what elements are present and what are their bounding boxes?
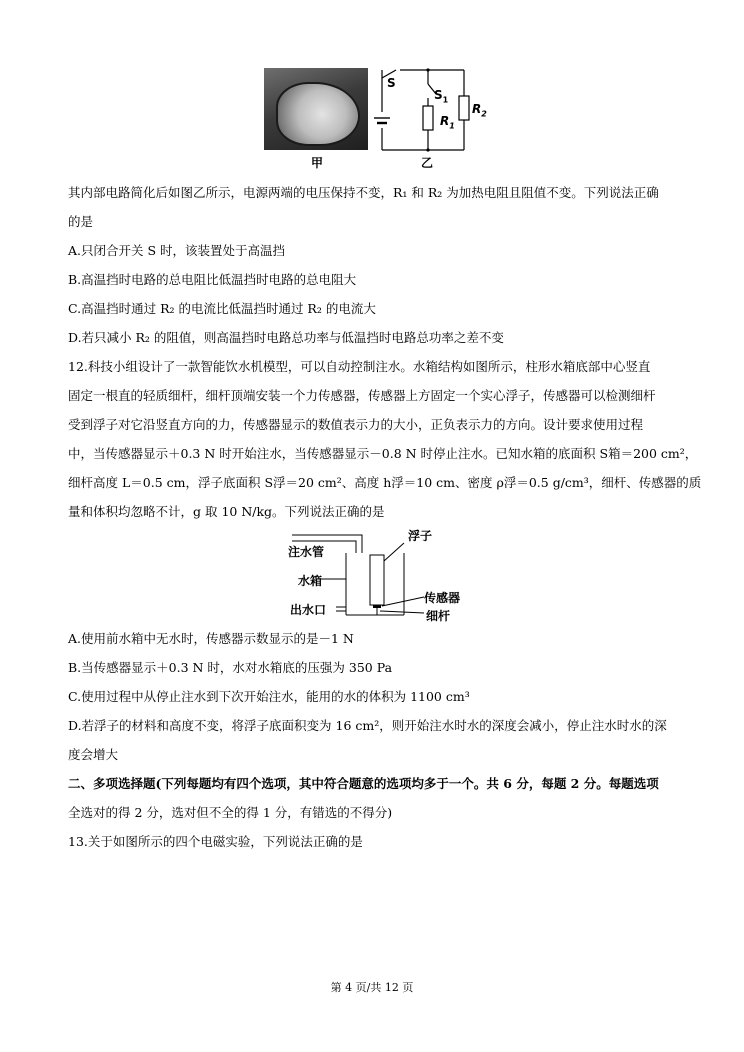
question-12-line: 量和体积均忽略不计，g 取 10 N/kg。下列说法正确的是 [68, 504, 385, 519]
figure-water-tank [276, 527, 476, 627]
question-12-line: 受到浮子对它沿竖直方向的力，传感器显示的数值表示力的大小，正负表示力的方向。设计要求使用过程 [68, 417, 644, 432]
paragraph-line: 的是 [68, 214, 94, 229]
section-instructions: 全选对的得 2 分，选对但不全的得 1 分，有错选的不得分) [68, 805, 393, 820]
label-sensor: 传感器 [424, 591, 461, 605]
label-jia: 甲 [311, 156, 324, 170]
option-c: C.高温挡时通过 R₂ 的电流比低温挡时通过 R₂ 的电流大 [68, 301, 376, 316]
option-d: D.若只减小 R₂ 的阻值，则高温挡时电路总功率与低温挡时电路总功率之差不变 [68, 330, 504, 345]
option-b: B.高温挡时电路的总电阻比低温挡时电路的总电阻大 [68, 272, 357, 287]
label-float: 浮子 [408, 529, 433, 543]
section-heading: 二、多项选择题(下列每题均有四个选项，其中符合题意的选项均多于一个。共 6 分，每题 2 分。每题选项 [68, 776, 659, 791]
label-rod: 细杆 [426, 609, 451, 623]
option-a: A.使用前水箱中无水时，传感器示数显示的是－1 N [68, 631, 354, 646]
option-d-continued: 度会增大 [68, 747, 119, 762]
question-12-line: 固定一根直的轻质细杆，细杆顶端安装一个力传感器，传感器上方固定一个实心浮子，传感器可以检测细杆 [68, 388, 656, 403]
option-b: B.当传感器显示＋0.3 N 时，水对水箱底的压强为 350 Pa [68, 660, 393, 675]
switch-s1-label: $S_1$ [434, 88, 449, 105]
mirror-glass [276, 82, 360, 146]
option-a: A.只闭合开关 S 时，该装置处于高温挡 [68, 243, 286, 258]
question-12-line: 中，当传感器显示＋0.3 N 时开始注水，当传感器显示－0.8 N 时停止注水。已知水箱的底面积 S箱＝200 cm²， [68, 446, 698, 461]
label-outlet: 出水口 [290, 603, 327, 617]
question-13: 13.关于如图所示的四个电磁实验，下列说法正确的是 [68, 834, 363, 849]
mirror-photo [264, 68, 368, 150]
question-12-line: 12.科技小组设计了一款智能饮水机模型，可以自动控制注水。水箱结构如图所示，柱形水箱底部中心竖直 [68, 359, 651, 374]
option-d: D.若浮子的材料和高度不变，将浮子底面积变为 16 cm²，则开始注水时水的深度会减小，停止注水时水的深 [68, 718, 667, 733]
paragraph-line: 其内部电路简化后如图乙所示，电源两端的电压保持不变，R₁ 和 R₂ 为加热电阻且阻值不变。下列说法正确 [68, 185, 659, 200]
r1-label: $R_1$ [440, 114, 455, 131]
label-tank: 水箱 [298, 574, 323, 588]
label-inlet-pipe: 注水管 [288, 545, 325, 559]
r2-label: $R_2$ [472, 102, 487, 119]
switch-s-label: S [387, 76, 396, 90]
question-12-line: 细杆高度 L＝0.5 cm，浮子底面积 S浮＝20 cm²、高度 h浮＝10 cm、密度 ρ浮＝0.5 g/cm³，细杆、传感器的质 [68, 475, 702, 490]
option-c: C.使用过程中从停止注水到下次开始注水，能用的水的体积为 1100 cm³ [68, 689, 470, 704]
label-yi: 乙 [421, 156, 434, 170]
page-footer: 第 4 页/共 12 页 [330, 981, 414, 994]
figure-mirror-circuit [264, 66, 494, 171]
